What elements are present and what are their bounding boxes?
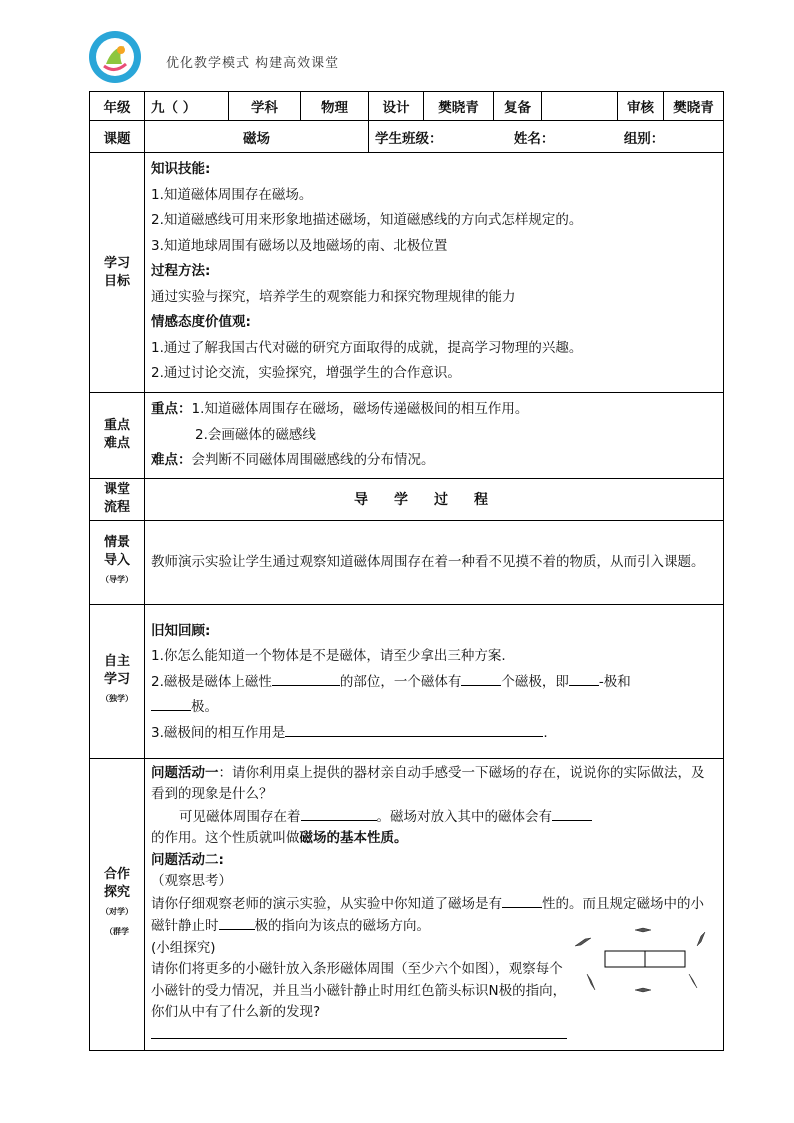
coop-content: 问题活动一：请你利用桌上提供的器材亲自动手感受一下磁场的存在，说说你的实际做法，及看到的现象是什么？ 可见磁体周围存在着 。磁场对放入其中的磁体会有 的作用。这个性质就叫做磁场的基本性质。 问题活动二: （观察思考） 请你仔细观察老师的演示实验，从实验中你知道了磁场是有 性的。而且规定磁场中的小磁针静止时 极的指向为该点的磁场方向。 (小组探究) 请你们将更多的小磁针放入条形磁体周围（至少六个如图），观察每个小磁针的受力情况，并且当小磁针静止时用红色箭头标识N极的指向，你们从中有了什么新的发现? (145, 758, 724, 1051)
group-label: 组别： (623, 130, 665, 147)
blank-q3[interactable] (285, 722, 543, 737)
compass-needle-top (635, 928, 651, 932)
self-study-content: 旧知回顾: 1.你怎么能知道一个物体是不是磁体，请至少拿出三种方案. 2.磁极是磁体上磁性 的部位，一个磁体有 个磁极，即 -极和 极。 3.磁极间的相互作用是 . (145, 604, 724, 758)
blank-a1b[interactable] (301, 806, 377, 821)
blank-q2b[interactable] (461, 671, 501, 686)
flow-label: 课堂 流程 (90, 478, 145, 520)
audit-label: 审核 (618, 92, 664, 121)
compass-needle-bottom-left (587, 974, 595, 990)
designer-value: 樊晓青 (424, 92, 494, 121)
objectives-label: 学习 目标 (90, 153, 145, 393)
compass-needle-bottom-right (689, 974, 697, 988)
class-label: 学生班级： (375, 130, 443, 147)
grade-label: 年级 (90, 92, 145, 121)
topic-label: 课题 (90, 121, 145, 153)
header-slogan: 优化教学模式 构建高效课堂 (166, 56, 340, 71)
blank-a1c[interactable] (552, 806, 592, 821)
page-header (88, 30, 728, 86)
coop-label: 合作 探究 （对学） （群学 (90, 758, 145, 1051)
compass-needle-bottom (635, 988, 651, 992)
keypoints-content: 重点：1.知道磁体周围存在磁场，磁场传递磁极间的相互作用。 2.会画磁体的磁感线 难点：会判断不同磁体周围磁感线的分布情况。 (145, 393, 724, 479)
blank-q2d[interactable] (151, 696, 191, 711)
audit-value: 樊晓青 (664, 92, 724, 121)
student-info (369, 121, 724, 153)
review-label: 复备 (494, 92, 542, 121)
intro-content: 教师演示实验让学生通过观察知道磁体周围存在着一种看不见摸不着的物质，从而引入课题。 (145, 520, 724, 604)
blank-a3[interactable] (151, 1024, 567, 1039)
blank-a2b[interactable] (219, 915, 255, 930)
intro-label: 情景 导入 （导学） (90, 520, 145, 604)
blank-q2a[interactable] (272, 671, 340, 686)
subject-label: 学科 (229, 92, 301, 121)
compass-needle-top-left (575, 938, 591, 946)
review-value (542, 92, 618, 121)
bar-magnet-compass-figure (569, 924, 719, 1004)
lesson-plan-table (89, 91, 724, 1051)
subject-value: 物理 (301, 92, 369, 121)
keypoints-label: 重点 难点 (90, 393, 145, 479)
compass-needle-top-right (697, 932, 705, 946)
blank-q2c[interactable] (569, 671, 599, 686)
self-study-label: 自主 学习 （独学） (90, 604, 145, 758)
grade-value: 九（ ） (145, 92, 229, 121)
flow-title: 导学过程 (145, 478, 724, 520)
topic-value: 磁场 (145, 121, 369, 153)
name-label: 姓名： (513, 130, 555, 147)
designer-label: 设计 (369, 92, 424, 121)
objectives-content: 知识技能: 1.知道磁体周围存在磁场。 2.知道磁感线可用来形象地描述磁场，知道磁感线的方向式怎样规定的。 3.知道地球周围有磁场以及地磁场的南、北极位置 过程方法: 通过实验与探究，培养学生的观察能力和探究物理规律的能力 情感态度价值观: 1.通过了解我国古代对磁的研究方面取得的成就，提高学习物理的兴趣。 2.通过讨论交流，实验探究，增强学生的合作意识。 (145, 153, 724, 393)
blank-a2a[interactable] (502, 893, 542, 908)
school-logo-icon (88, 30, 142, 84)
